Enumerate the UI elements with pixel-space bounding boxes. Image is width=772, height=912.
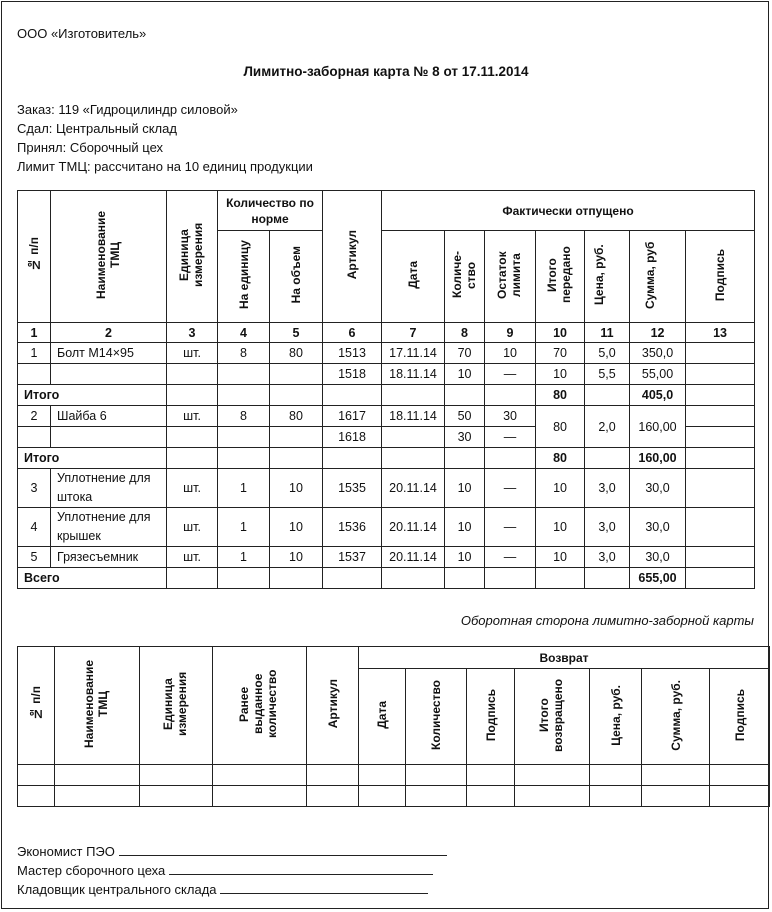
cell-sum: 55,00 bbox=[630, 364, 686, 385]
return-header-price: Цена, руб. bbox=[590, 669, 642, 765]
signature-line bbox=[220, 882, 428, 894]
signature-label: Мастер сборочного цеха bbox=[17, 863, 166, 878]
cell-price: 2,0 bbox=[585, 406, 630, 448]
cell-empty bbox=[590, 786, 642, 807]
cell-empty bbox=[55, 765, 140, 786]
header-total-issued: Итого передано bbox=[536, 231, 585, 323]
cell-num: 2 bbox=[18, 406, 51, 427]
cell-per-volume bbox=[270, 427, 323, 448]
subtotal-sum: 160,00 bbox=[630, 448, 686, 469]
col-number: 2 bbox=[51, 323, 167, 343]
table-row bbox=[18, 343, 755, 364]
signature-label: Экономист ПЭО bbox=[17, 844, 115, 859]
cell-remainder: — bbox=[485, 547, 536, 568]
cell-article: 1513 bbox=[323, 343, 382, 364]
cell-empty bbox=[218, 568, 270, 589]
cell-sum: 30,0 bbox=[630, 469, 686, 508]
cell-empty bbox=[167, 448, 218, 469]
subtotal-label: Итого bbox=[18, 385, 167, 406]
grand-total-sum: 655,00 bbox=[630, 568, 686, 589]
cell-per-unit: 1 bbox=[218, 469, 270, 508]
cell-total: 80 bbox=[536, 406, 585, 448]
cell-empty bbox=[485, 385, 536, 406]
cell-empty bbox=[323, 448, 382, 469]
cell-num bbox=[18, 364, 51, 385]
info-order: Заказ: 119 «Гидроцилиндр силовой» bbox=[17, 102, 238, 117]
return-header-return: Возврат bbox=[359, 647, 770, 669]
subtotal-sum: 405,0 bbox=[630, 385, 686, 406]
cell-per-volume bbox=[270, 364, 323, 385]
cell-empty bbox=[445, 385, 485, 406]
cell-per-unit: 8 bbox=[218, 343, 270, 364]
cell-empty bbox=[382, 385, 445, 406]
cell-sum: 30,0 bbox=[630, 508, 686, 547]
header-date: Дата bbox=[382, 231, 445, 323]
cell-num: 1 bbox=[18, 343, 51, 364]
header-price: Цена, руб. bbox=[585, 231, 630, 323]
cell-date: 20.11.14 bbox=[382, 469, 445, 508]
info-sender: Сдал: Центральный склад bbox=[17, 121, 177, 136]
cell-total: 10 bbox=[536, 547, 585, 568]
col-number: 7 bbox=[382, 323, 445, 343]
cell-empty bbox=[406, 765, 467, 786]
cell-unit: шт. bbox=[167, 343, 218, 364]
return-header-num: № п/п bbox=[18, 647, 55, 765]
cell-remainder: — bbox=[485, 508, 536, 547]
cell-empty bbox=[485, 448, 536, 469]
cell-price: 3,0 bbox=[585, 469, 630, 508]
cell-article: 1537 bbox=[323, 547, 382, 568]
header-actual: Фактически отпущено bbox=[382, 191, 755, 231]
subtotal-row bbox=[18, 385, 755, 406]
table-row bbox=[18, 765, 770, 786]
header-per-unit: На единицу bbox=[218, 231, 270, 323]
cell-price: 3,0 bbox=[585, 547, 630, 568]
cell-name: Болт М14×95 bbox=[51, 343, 167, 364]
cell-date: 20.11.14 bbox=[382, 547, 445, 568]
col-number: 11 bbox=[585, 323, 630, 343]
table-row bbox=[18, 508, 755, 547]
cell-empty bbox=[359, 765, 406, 786]
cell-empty bbox=[167, 568, 218, 589]
cell-empty bbox=[359, 786, 406, 807]
cell-signature bbox=[686, 406, 755, 427]
col-number: 4 bbox=[218, 323, 270, 343]
cell-empty bbox=[590, 765, 642, 786]
cell-empty bbox=[270, 448, 323, 469]
cell-empty bbox=[445, 448, 485, 469]
cell-price: 5,0 bbox=[585, 343, 630, 364]
header-per-volume: На объем bbox=[270, 231, 323, 323]
header-name: Наименование ТМЦ bbox=[51, 191, 167, 323]
header-quantity: Количе-ство bbox=[445, 231, 485, 323]
cell-empty bbox=[515, 786, 590, 807]
header-sum: Сумма, руб bbox=[630, 231, 686, 323]
cell-remainder: 10 bbox=[485, 343, 536, 364]
return-header-signature2: Подпись bbox=[710, 669, 770, 765]
cell-empty bbox=[585, 448, 630, 469]
cell-qty: 70 bbox=[445, 343, 485, 364]
signature-storekeeper bbox=[17, 882, 428, 897]
cell-empty bbox=[445, 568, 485, 589]
cell-num: 4 bbox=[18, 508, 51, 547]
return-header-date: Дата bbox=[359, 669, 406, 765]
cell-name bbox=[51, 427, 167, 448]
cell-empty bbox=[585, 568, 630, 589]
cell-sum: 160,00 bbox=[630, 406, 686, 448]
cell-empty bbox=[218, 385, 270, 406]
cell-date: 18.11.14 bbox=[382, 406, 445, 427]
col-number: 10 bbox=[536, 323, 585, 343]
header-remainder: Остаток лимита bbox=[485, 231, 536, 323]
cell-num bbox=[18, 427, 51, 448]
return-table bbox=[17, 646, 770, 807]
cell-qty: 10 bbox=[445, 508, 485, 547]
col-number: 13 bbox=[686, 323, 755, 343]
cell-remainder: — bbox=[485, 469, 536, 508]
info-receiver: Принял: Сборочный цех bbox=[17, 140, 164, 155]
cell-empty bbox=[323, 385, 382, 406]
cell-qty: 30 bbox=[445, 427, 485, 448]
cell-empty bbox=[382, 568, 445, 589]
cell-empty bbox=[323, 568, 382, 589]
cell-num: 3 bbox=[18, 469, 51, 508]
cell-unit: шт. bbox=[167, 469, 218, 508]
cell-price: 3,0 bbox=[585, 508, 630, 547]
cell-date: 17.11.14 bbox=[382, 343, 445, 364]
cell-per-unit bbox=[218, 364, 270, 385]
cell-qty: 10 bbox=[445, 547, 485, 568]
cell-signature bbox=[686, 364, 755, 385]
table-row bbox=[18, 469, 755, 508]
cell-article: 1618 bbox=[323, 427, 382, 448]
signature-label: Кладовщик центрального склада bbox=[17, 882, 217, 897]
cell-remainder: 30 bbox=[485, 406, 536, 427]
cell-name: Уплотнение для штока bbox=[51, 469, 167, 508]
header-num: № п/п bbox=[18, 191, 51, 323]
table-row bbox=[18, 786, 770, 807]
cell-per-unit: 1 bbox=[218, 547, 270, 568]
header-article: Артикул bbox=[323, 191, 382, 323]
cell-per-volume: 80 bbox=[270, 343, 323, 364]
cell-date: 20.11.14 bbox=[382, 508, 445, 547]
col-number: 1 bbox=[18, 323, 51, 343]
reverse-side-caption: Оборотная сторона лимитно-заборной карты bbox=[460, 613, 754, 628]
cell-empty bbox=[270, 568, 323, 589]
table-row bbox=[18, 547, 755, 568]
cell-empty bbox=[515, 765, 590, 786]
cell-unit: шт. bbox=[167, 547, 218, 568]
subtotal-total: 80 bbox=[536, 448, 585, 469]
cell-empty bbox=[467, 765, 515, 786]
cell-price: 5,5 bbox=[585, 364, 630, 385]
cell-unit: шт. bbox=[167, 406, 218, 427]
cell-name bbox=[51, 364, 167, 385]
subtotal-total: 80 bbox=[536, 385, 585, 406]
cell-total: 10 bbox=[536, 469, 585, 508]
cell-article: 1518 bbox=[323, 364, 382, 385]
cell-article: 1617 bbox=[323, 406, 382, 427]
cell-per-unit bbox=[218, 427, 270, 448]
info-limit: Лимит ТМЦ: рассчитано на 10 единиц продукции bbox=[17, 159, 313, 174]
cell-empty bbox=[167, 385, 218, 406]
cell-per-volume: 10 bbox=[270, 508, 323, 547]
col-number: 8 bbox=[445, 323, 485, 343]
cell-empty bbox=[710, 765, 770, 786]
cell-name: Шайба 6 bbox=[51, 406, 167, 427]
cell-empty bbox=[213, 765, 307, 786]
cell-qty: 10 bbox=[445, 469, 485, 508]
cell-article: 1535 bbox=[323, 469, 382, 508]
cell-per-volume: 10 bbox=[270, 547, 323, 568]
return-header-article: Артикул bbox=[307, 647, 359, 765]
header-signature: Подпись bbox=[686, 231, 755, 323]
cell-empty bbox=[218, 448, 270, 469]
cell-qty: 50 bbox=[445, 406, 485, 427]
cell-date: 18.11.14 bbox=[382, 364, 445, 385]
cell-per-volume: 10 bbox=[270, 469, 323, 508]
cell-empty bbox=[307, 786, 359, 807]
cell-empty bbox=[710, 786, 770, 807]
return-header-total-returned: Итого возвращено bbox=[515, 669, 590, 765]
subtotal-label: Итого bbox=[18, 448, 167, 469]
cell-empty bbox=[55, 786, 140, 807]
cell-remainder: — bbox=[485, 427, 536, 448]
cell-empty bbox=[686, 568, 755, 589]
cell-signature bbox=[686, 547, 755, 568]
subtotal-row bbox=[18, 448, 755, 469]
table-row bbox=[18, 364, 755, 385]
return-header-quantity: Количество bbox=[406, 669, 467, 765]
signature-economist bbox=[17, 844, 447, 859]
cell-qty: 10 bbox=[445, 364, 485, 385]
document-title: Лимитно-заборная карта № 8 от 17.11.2014 bbox=[243, 64, 529, 79]
cell-empty bbox=[642, 765, 710, 786]
cell-signature bbox=[686, 508, 755, 547]
col-number: 12 bbox=[630, 323, 686, 343]
cell-empty bbox=[270, 385, 323, 406]
cell-name: Грязесъемник bbox=[51, 547, 167, 568]
signature-line bbox=[119, 844, 447, 856]
return-header-sum: Сумма, руб. bbox=[642, 669, 710, 765]
cell-empty bbox=[686, 385, 755, 406]
col-number: 9 bbox=[485, 323, 536, 343]
header-unit: Единица измерения bbox=[167, 191, 218, 323]
cell-num: 5 bbox=[18, 547, 51, 568]
col-number: 5 bbox=[270, 323, 323, 343]
table-row bbox=[18, 406, 755, 427]
cell-signature bbox=[686, 469, 755, 508]
cell-remainder: — bbox=[485, 364, 536, 385]
col-number: 3 bbox=[167, 323, 218, 343]
cell-unit bbox=[167, 427, 218, 448]
cell-empty bbox=[467, 786, 515, 807]
cell-empty bbox=[485, 568, 536, 589]
return-header-unit: Единица измерения bbox=[140, 647, 213, 765]
cell-empty bbox=[382, 448, 445, 469]
cell-empty bbox=[140, 786, 213, 807]
cell-signature bbox=[686, 427, 755, 448]
cell-unit: шт. bbox=[167, 508, 218, 547]
signature-master bbox=[17, 863, 433, 878]
cell-empty bbox=[18, 786, 55, 807]
organization-name: ООО «Изготовитель» bbox=[17, 26, 147, 41]
cell-total: 10 bbox=[536, 508, 585, 547]
return-header-name: Наименование ТМЦ bbox=[55, 647, 140, 765]
cell-empty bbox=[406, 786, 467, 807]
cell-total: 70 bbox=[536, 343, 585, 364]
cell-unit bbox=[167, 364, 218, 385]
cell-total: 10 bbox=[536, 364, 585, 385]
return-header-signature: Подпись bbox=[467, 669, 515, 765]
cell-per-unit: 8 bbox=[218, 406, 270, 427]
main-table bbox=[17, 190, 755, 589]
cell-empty bbox=[140, 765, 213, 786]
cell-signature bbox=[686, 343, 755, 364]
cell-per-unit: 1 bbox=[218, 508, 270, 547]
cell-empty bbox=[18, 765, 55, 786]
col-number: 6 bbox=[323, 323, 382, 343]
cell-sum: 350,0 bbox=[630, 343, 686, 364]
grand-total-label: Всего bbox=[18, 568, 167, 589]
cell-empty bbox=[536, 568, 585, 589]
cell-per-volume: 80 bbox=[270, 406, 323, 427]
cell-empty bbox=[686, 448, 755, 469]
cell-name: Уплотнение для крышек bbox=[51, 508, 167, 547]
cell-empty bbox=[585, 385, 630, 406]
cell-article: 1536 bbox=[323, 508, 382, 547]
grand-total-row bbox=[18, 568, 755, 589]
cell-sum: 30,0 bbox=[630, 547, 686, 568]
return-header-prev-issued: Ранее выданное количество bbox=[213, 647, 307, 765]
cell-empty bbox=[307, 765, 359, 786]
signature-line bbox=[169, 863, 433, 875]
cell-empty bbox=[642, 786, 710, 807]
cell-empty bbox=[213, 786, 307, 807]
cell-date bbox=[382, 427, 445, 448]
header-qty-norm: Количество по норме bbox=[218, 191, 323, 231]
